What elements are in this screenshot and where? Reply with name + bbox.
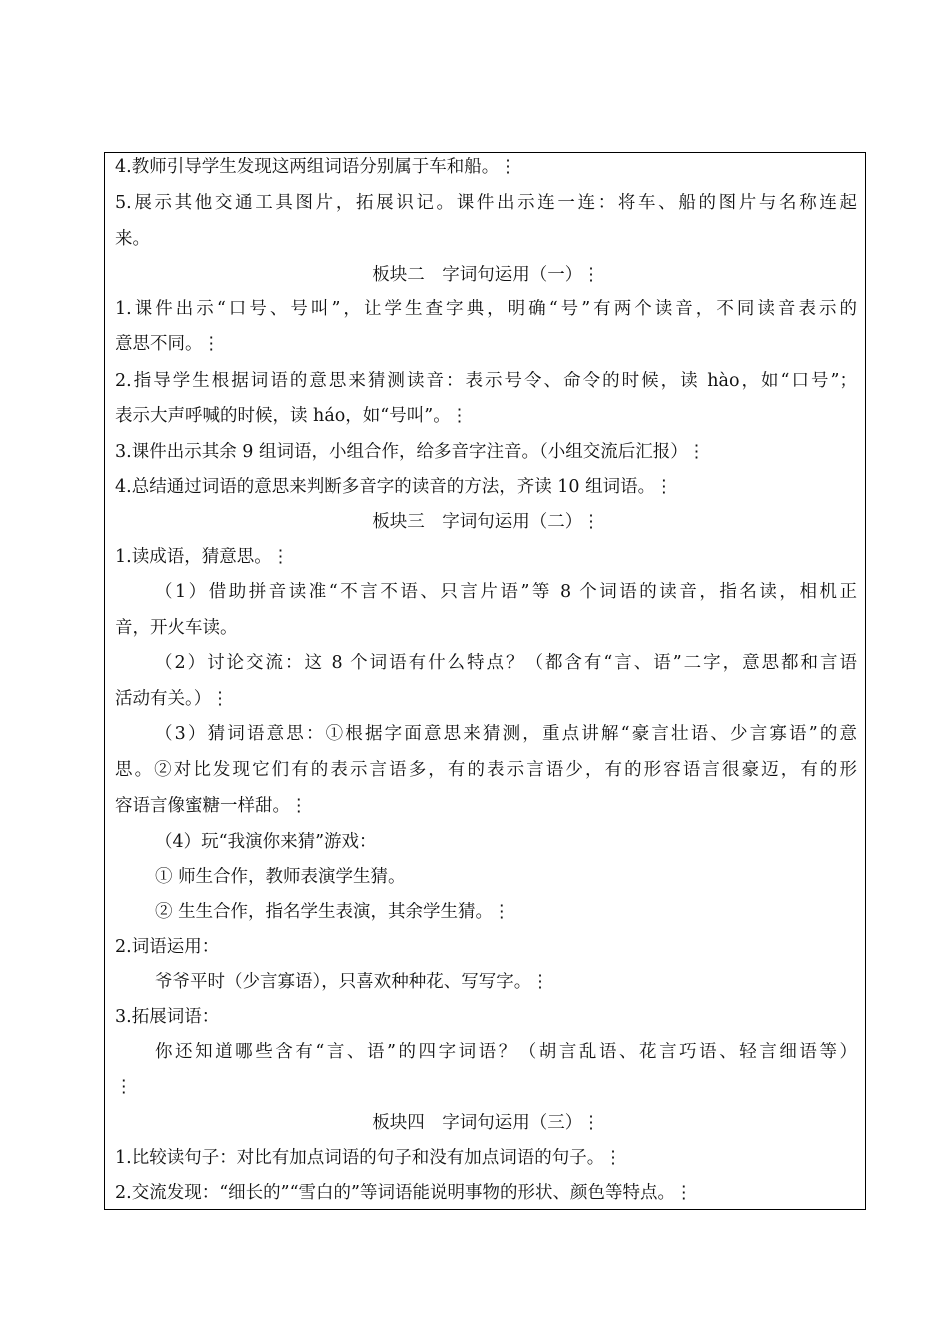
text-line: 3.拓展词语： [115,1007,220,1027]
text-line: ② 生生合作，指名学生表演，其余学生猜。⋮ [155,902,511,922]
text-line: ① 师生合作，教师表演学生猜。 [155,867,406,887]
text-line: 4.总结通过词语的意思来判断多音字的读音的方法，齐读 10 组词语。⋮ [115,477,673,497]
text-line: 音，开火车读。 [115,618,238,638]
text-line: 容语言像蜜糖一样甜。⋮ [115,796,308,816]
section-heading: 板块二 字词句运用（一）⋮ [372,265,600,285]
text-line: ⋮ [115,1077,133,1097]
text-line: 来。 [115,229,150,249]
section-heading: 板块三 字词句运用（二）⋮ [372,512,600,532]
text-line: 5.展示其他交通工具图片，拓展识记。课件出示连一连：将车、船的图片与名称连起 [115,193,857,213]
text-line: 你还知道哪些含有“言、语”的四字词语？（胡言乱语、花言巧语、轻言细语等） [155,1042,857,1062]
text-line: （1）借助拼音读准“不言不语、只言片语”等 8 个词语的读音，指名读，相机正 [155,582,857,602]
text-line: 活动有关。）⋮ [115,689,229,709]
text-line: 2.词语运用： [115,937,220,957]
text-line: 1.读成语，猜意思。⋮ [115,547,290,567]
text-line: （2）讨论交流：这 8 个词语有什么特点？（都含有“言、语”二字，意思都和言语 [155,653,857,673]
text-line: 4.教师引导学生发现这两组词语分别属于车和船。⋮ [115,157,517,177]
text-line: 意思不同。⋮ [115,334,220,354]
text-line: （4）玩“我演你来猜”游戏： [155,832,377,852]
text-line: 3.课件出示其余 9 组词语，小组合作，给多音字注音。（小组交流后汇报）⋮ [115,442,706,462]
text-line: 1.课件出示“口号、号叫”，让学生查字典，明确“号”有两个读音，不同读音表示的 [115,299,857,319]
text-line: 1.比较读句子：对比有加点词语的句子和没有加点词语的句子。⋮ [115,1148,622,1168]
text-line: 2.交流发现：“细长的”“雪白的”等词语能说明事物的形状、颜色等特点。⋮ [115,1183,693,1203]
text-line: 思。②对比发现它们有的表示言语多，有的表示言语少，有的形容语言很豪迈，有的形 [115,760,857,780]
text-line: 2.指导学生根据词语的意思来猜测读音：表示号令、命令的时候，读 hào，如“口号”； [115,371,857,391]
text-line: 表示大声呼喊的时候，读 háo，如“号叫”。⋮ [115,406,469,426]
section-heading: 板块四 字词句运用（三）⋮ [372,1113,600,1133]
text-line: （3）猜词语意思：①根据字面意思来猜测，重点讲解“豪言壮语、少言寡语”的意 [155,724,857,744]
lesson-plan-table-cell [104,152,866,1210]
text-line: 爷爷平时（少言寡语），只喜欢种种花、写写字。⋮ [155,972,549,992]
